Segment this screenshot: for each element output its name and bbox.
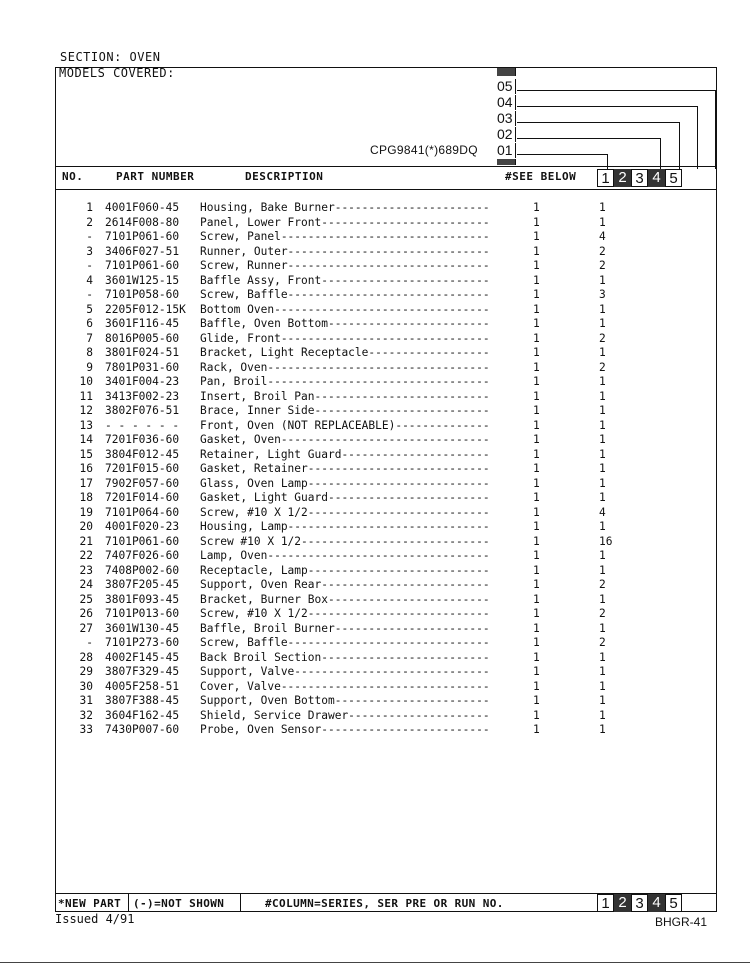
- series-1-quantity: 1: [599, 491, 606, 504]
- part-number: 7101P061-60: [105, 534, 180, 548]
- part-no: 17: [79, 476, 93, 490]
- part-number: 3601W125-15: [105, 273, 180, 287]
- part-no: 1: [86, 201, 93, 214]
- table-row: [55, 274, 615, 289]
- quantity: 1: [533, 491, 540, 504]
- part-number: 4001F060-45: [105, 201, 180, 214]
- series-1-quantity: 1: [599, 389, 606, 403]
- table-row: [55, 303, 615, 318]
- part-description: Gasket, Oven-------------------------------: [200, 433, 490, 446]
- part-description: Pan, Broil---------------------------------: [200, 375, 490, 388]
- table-row: [55, 665, 615, 680]
- part-description: Housing, Bake Burner-----------------------: [200, 201, 490, 214]
- series-1-quantity: 1: [599, 418, 606, 432]
- part-number: 7101P058-60: [105, 288, 180, 301]
- quantity: 1: [533, 592, 540, 606]
- table-row: [55, 419, 615, 434]
- part-no: 4: [86, 273, 93, 287]
- series-1-quantity: 2: [599, 259, 606, 272]
- table-row: [55, 216, 615, 231]
- part-number: 3413F002-23: [105, 389, 180, 403]
- part-description: Baffle, Oven Bottom------------------------: [200, 317, 490, 330]
- quantity: 1: [533, 404, 540, 417]
- part-number: 7201F014-60: [105, 491, 180, 504]
- quantity: 1: [533, 447, 540, 461]
- series-1-quantity: 2: [599, 360, 606, 374]
- table-row: [55, 520, 615, 535]
- series-1-quantity: 2: [599, 331, 606, 345]
- quantity: 1: [533, 636, 540, 649]
- part-no: 16: [79, 462, 93, 475]
- table-row: [55, 578, 615, 593]
- series-marker-bottom: [497, 159, 516, 165]
- quantity: 1: [533, 534, 540, 548]
- series-code: 04: [497, 95, 516, 110]
- parts-list: [55, 201, 615, 738]
- column-header-see-below: #SEE BELOW: [505, 170, 577, 183]
- part-no: 11: [79, 389, 93, 403]
- series-1-quantity: 1: [599, 694, 606, 707]
- series-column-number: 5: [665, 894, 682, 912]
- series-1-quantity: 1: [599, 592, 606, 606]
- models-covered-label: MODELS COVERED:: [59, 66, 175, 80]
- quantity: 1: [533, 708, 540, 722]
- part-no: 19: [79, 505, 93, 519]
- part-number: 7407F026-60: [105, 549, 180, 562]
- quantity: 1: [533, 694, 540, 707]
- part-description: Panel, Lower Front-------------------------: [200, 215, 490, 229]
- part-number: 3601F116-45: [105, 317, 180, 330]
- table-row: [55, 317, 615, 332]
- part-no: 31: [79, 694, 93, 707]
- part-number: - - - - - -: [105, 418, 180, 432]
- quantity: 1: [533, 201, 540, 214]
- quantity: 1: [533, 520, 540, 533]
- table-row: [55, 433, 615, 448]
- series-1-quantity: 1: [599, 621, 606, 635]
- part-number: 7430P007-60: [105, 723, 180, 736]
- table-row: [55, 346, 615, 361]
- series-1-quantity: 2: [599, 244, 606, 258]
- part-no: -: [86, 230, 93, 243]
- series-1-quantity: 1: [599, 375, 606, 388]
- series-column-number: 1: [597, 169, 614, 187]
- part-no: 20: [79, 520, 93, 533]
- part-no: 22: [79, 549, 93, 562]
- part-description: Screw #10 X 1/2----------------------------: [200, 534, 490, 548]
- part-no: 29: [79, 665, 93, 678]
- part-description: Probe, Oven Sensor-------------------------: [200, 723, 490, 736]
- table-row: [55, 390, 615, 405]
- part-no: 12: [79, 404, 93, 417]
- header-top-rule: [55, 166, 717, 167]
- part-number: 7201F015-60: [105, 462, 180, 475]
- part-no: 7: [86, 331, 93, 345]
- quantity: 1: [533, 360, 540, 374]
- series-column-number: 4: [648, 894, 665, 912]
- part-description: Receptacle, Lamp---------------------------: [200, 563, 490, 577]
- part-description: Bracket, Light Receptacle------------------: [200, 346, 490, 359]
- series-column-number: 3: [631, 169, 648, 187]
- part-no: -: [86, 288, 93, 301]
- part-number: 2614F008-80: [105, 215, 180, 229]
- table-row: [55, 694, 615, 709]
- part-no: 25: [79, 592, 93, 606]
- series-1-quantity: 1: [599, 273, 606, 287]
- part-no: 6: [86, 317, 93, 330]
- series-1-quantity: 1: [599, 317, 606, 330]
- quantity: 1: [533, 679, 540, 693]
- page-code: BHGR-41: [655, 915, 708, 929]
- column-header-no: NO.: [62, 170, 84, 183]
- part-no: 5: [86, 302, 93, 316]
- quantity: 1: [533, 505, 540, 519]
- quantity: 1: [533, 476, 540, 490]
- part-description: Runner, Outer------------------------------: [200, 244, 490, 258]
- table-row: [55, 245, 615, 260]
- part-description: Glass, Oven Lamp---------------------------: [200, 476, 490, 490]
- quantity: 1: [533, 549, 540, 562]
- quantity: 1: [533, 288, 540, 301]
- part-number: 7801P031-60: [105, 360, 180, 374]
- part-no: 23: [79, 563, 93, 577]
- table-row: [55, 288, 615, 303]
- part-number: 3801F024-51: [105, 346, 180, 359]
- part-number: 8016P005-60: [105, 331, 180, 345]
- table-row: [55, 462, 615, 477]
- footer-not-shown: (-)=NOT SHOWN: [133, 897, 225, 910]
- series-column-numbers: [597, 169, 682, 188]
- table-row: [55, 651, 615, 666]
- series-column-number: 4: [648, 169, 665, 187]
- quantity: 1: [533, 346, 540, 359]
- part-number: 3802F076-51: [105, 404, 180, 417]
- part-description: Screw, Baffle------------------------------: [200, 636, 490, 649]
- footer-divider: [128, 894, 129, 912]
- quantity: 1: [533, 389, 540, 403]
- series-1-quantity: 2: [599, 578, 606, 591]
- part-no: 27: [79, 621, 93, 635]
- series-column-number: 2: [614, 894, 631, 912]
- part-no: -: [86, 259, 93, 272]
- series-1-quantity: 1: [599, 433, 606, 446]
- part-no: 14: [79, 433, 93, 446]
- series-1-quantity: 1: [599, 302, 606, 316]
- part-number: 3406F027-51: [105, 244, 180, 258]
- part-description: Rack, Oven---------------------------------: [200, 360, 490, 374]
- quantity: 1: [533, 331, 540, 345]
- series-code: 05: [497, 79, 516, 94]
- quantity: 1: [533, 302, 540, 316]
- series-code-stack: [497, 68, 517, 168]
- part-description: Screw, Runner------------------------------: [200, 259, 490, 272]
- series-marker-top: [497, 68, 516, 76]
- part-description: Screw, Panel-------------------------------: [200, 230, 490, 243]
- table-row: [55, 506, 615, 521]
- header-bottom-rule: [55, 189, 717, 190]
- part-number: 3804F012-45: [105, 447, 180, 461]
- table-row: [55, 636, 615, 651]
- table-row: [55, 709, 615, 724]
- series-1-quantity: 3: [599, 288, 606, 301]
- table-row: [55, 723, 615, 738]
- quantity: 1: [533, 317, 540, 330]
- series-1-quantity: 1: [599, 708, 606, 722]
- quantity: 1: [533, 244, 540, 258]
- column-header-description: DESCRIPTION: [245, 170, 324, 183]
- part-number: 3807F329-45: [105, 665, 180, 678]
- series-1-quantity: 1: [599, 215, 606, 229]
- table-row: [55, 332, 615, 347]
- quantity: 1: [533, 230, 540, 243]
- part-number: 7101P064-60: [105, 505, 180, 519]
- page-bottom-rule: [0, 962, 750, 963]
- part-description: Bracket, Burner Box------------------------: [200, 592, 490, 606]
- quantity: 1: [533, 418, 540, 432]
- part-description: Support, Valve-----------------------------: [200, 665, 490, 678]
- table-row: [55, 448, 615, 463]
- part-no: 30: [79, 679, 93, 693]
- series-code: 02: [497, 127, 516, 142]
- table-row: [55, 375, 615, 390]
- table-row: [55, 549, 615, 564]
- part-description: Insert, Broil Pan--------------------------: [200, 389, 490, 403]
- table-row: [55, 361, 615, 376]
- series-1-quantity: 1: [599, 520, 606, 533]
- part-description: Front, Oven (NOT REPLACEABLE)--------------: [200, 418, 490, 432]
- part-description: Shield, Service Drawer---------------------: [200, 708, 490, 722]
- quantity: 1: [533, 650, 540, 664]
- series-column-number: 5: [665, 169, 682, 187]
- part-description: Screw, #10 X 1/2---------------------------: [200, 607, 490, 620]
- table-row: [55, 564, 615, 579]
- part-number: 7101P061-60: [105, 259, 180, 272]
- table-row: [55, 259, 615, 274]
- table-row: [55, 230, 615, 245]
- part-description: Support, Oven Rear-------------------------: [200, 578, 490, 591]
- part-number: 4005F258-51: [105, 679, 180, 693]
- part-no: 33: [79, 723, 93, 736]
- part-description: Retainer, Light Guard----------------------: [200, 447, 490, 461]
- part-number: 7201F036-60: [105, 433, 180, 446]
- part-no: 10: [79, 375, 93, 388]
- quantity: 1: [533, 259, 540, 272]
- quantity: 1: [533, 462, 540, 475]
- part-number: 7902F057-60: [105, 476, 180, 490]
- series-1-quantity: 1: [599, 346, 606, 359]
- part-description: Screw, Baffle------------------------------: [200, 288, 490, 301]
- part-description: Brace, Inner Side--------------------------: [200, 404, 490, 417]
- part-no: 21: [79, 534, 93, 548]
- part-no: 26: [79, 607, 93, 620]
- series-1-quantity: 1: [599, 462, 606, 475]
- part-number: 3604F162-45: [105, 708, 180, 722]
- table-row: [55, 593, 615, 608]
- series-1-quantity: 1: [599, 679, 606, 693]
- part-description: Cover, Valve-------------------------------: [200, 679, 490, 693]
- footer-new-part: *NEW PART: [58, 897, 122, 910]
- part-number: 7101P013-60: [105, 607, 180, 620]
- quantity: 1: [533, 621, 540, 635]
- part-number: 4001F020-23: [105, 520, 180, 533]
- part-number: 3801F093-45: [105, 592, 180, 606]
- table-row: [55, 607, 615, 622]
- quantity: 1: [533, 433, 540, 446]
- part-number: 3807F388-45: [105, 694, 180, 707]
- part-description: Glide, Front-------------------------------: [200, 331, 490, 345]
- series-1-quantity: 1: [599, 723, 606, 736]
- series-1-quantity: 1: [599, 563, 606, 577]
- part-description: Lamp, Oven---------------------------------: [200, 549, 490, 562]
- series-1-quantity: 4: [599, 230, 606, 243]
- series-1-quantity: 1: [599, 447, 606, 461]
- model-name: CPG9841(*)689DQ: [370, 143, 478, 157]
- series-1-quantity: 1: [599, 549, 606, 562]
- series-1-quantity: 4: [599, 505, 606, 519]
- series-code: 01: [497, 143, 516, 158]
- part-description: Bottom Oven--------------------------------: [200, 302, 490, 316]
- quantity: 1: [533, 375, 540, 388]
- part-no: 28: [79, 650, 93, 664]
- series-column-number: 1: [597, 894, 614, 912]
- part-number: 7408P002-60: [105, 563, 180, 577]
- part-description: Screw, #10 X 1/2---------------------------: [200, 505, 490, 519]
- part-number: 7101P061-60: [105, 230, 180, 243]
- quantity: 1: [533, 215, 540, 229]
- table-row: [55, 680, 615, 695]
- column-header-part-number: PART NUMBER: [116, 170, 195, 183]
- part-description: Baffle Assy, Front-------------------------: [200, 273, 490, 287]
- table-row: [55, 622, 615, 637]
- part-no: 13: [79, 418, 93, 432]
- series-1-quantity: 2: [599, 636, 606, 649]
- part-number: 2205F012-15K: [105, 302, 186, 316]
- table-row: [55, 535, 615, 550]
- footer-column-note: #COLUMN=SERIES, SER PRE OR RUN NO.: [265, 897, 504, 910]
- table-row: [55, 477, 615, 492]
- series-1-quantity: 1: [599, 650, 606, 664]
- part-number: 3807F205-45: [105, 578, 180, 591]
- section-title: SECTION: OVEN: [60, 50, 161, 64]
- part-description: Housing, Lamp------------------------------: [200, 520, 490, 533]
- series-1-quantity: 1: [599, 404, 606, 417]
- footer-series-column-numbers: [597, 894, 682, 912]
- part-number: 3601W130-45: [105, 621, 180, 635]
- series-1-quantity: 2: [599, 607, 606, 620]
- quantity: 1: [533, 578, 540, 591]
- quantity: 1: [533, 563, 540, 577]
- table-row: [55, 201, 615, 216]
- part-no: 3: [86, 244, 93, 258]
- part-number: 3401F004-23: [105, 375, 180, 388]
- part-description: Baffle, Broil Burner-----------------------: [200, 621, 490, 635]
- footer-divider: [240, 894, 241, 912]
- part-no: 15: [79, 447, 93, 461]
- quantity: 1: [533, 723, 540, 736]
- part-no: 9: [86, 360, 93, 374]
- part-no: -: [86, 636, 93, 649]
- part-no: 24: [79, 578, 93, 591]
- quantity: 1: [533, 665, 540, 678]
- part-number: 4002F145-45: [105, 650, 180, 664]
- table-row: [55, 491, 615, 506]
- part-number: 7101P273-60: [105, 636, 180, 649]
- table-row: [55, 404, 615, 419]
- part-description: Gasket, Retainer---------------------------: [200, 462, 490, 475]
- part-no: 2: [86, 215, 93, 229]
- series-column-number: 3: [631, 894, 648, 912]
- issued-date: Issued 4/91: [55, 912, 135, 926]
- series-1-quantity: 1: [599, 665, 606, 678]
- part-description: Back Broil Section-------------------------: [200, 650, 490, 664]
- quantity: 1: [533, 273, 540, 287]
- series-1-quantity: 1: [599, 201, 606, 214]
- series-1-quantity: 16: [599, 534, 613, 548]
- part-description: Support, Oven Bottom-----------------------: [200, 694, 490, 707]
- quantity: 1: [533, 607, 540, 620]
- part-no: 18: [79, 491, 93, 504]
- series-column-number: 2: [614, 169, 631, 187]
- series-1-quantity: 1: [599, 476, 606, 490]
- part-no: 32: [79, 708, 93, 722]
- part-description: Gasket, Light Guard------------------------: [200, 491, 490, 504]
- series-code: 03: [497, 111, 516, 126]
- part-no: 8: [86, 346, 93, 359]
